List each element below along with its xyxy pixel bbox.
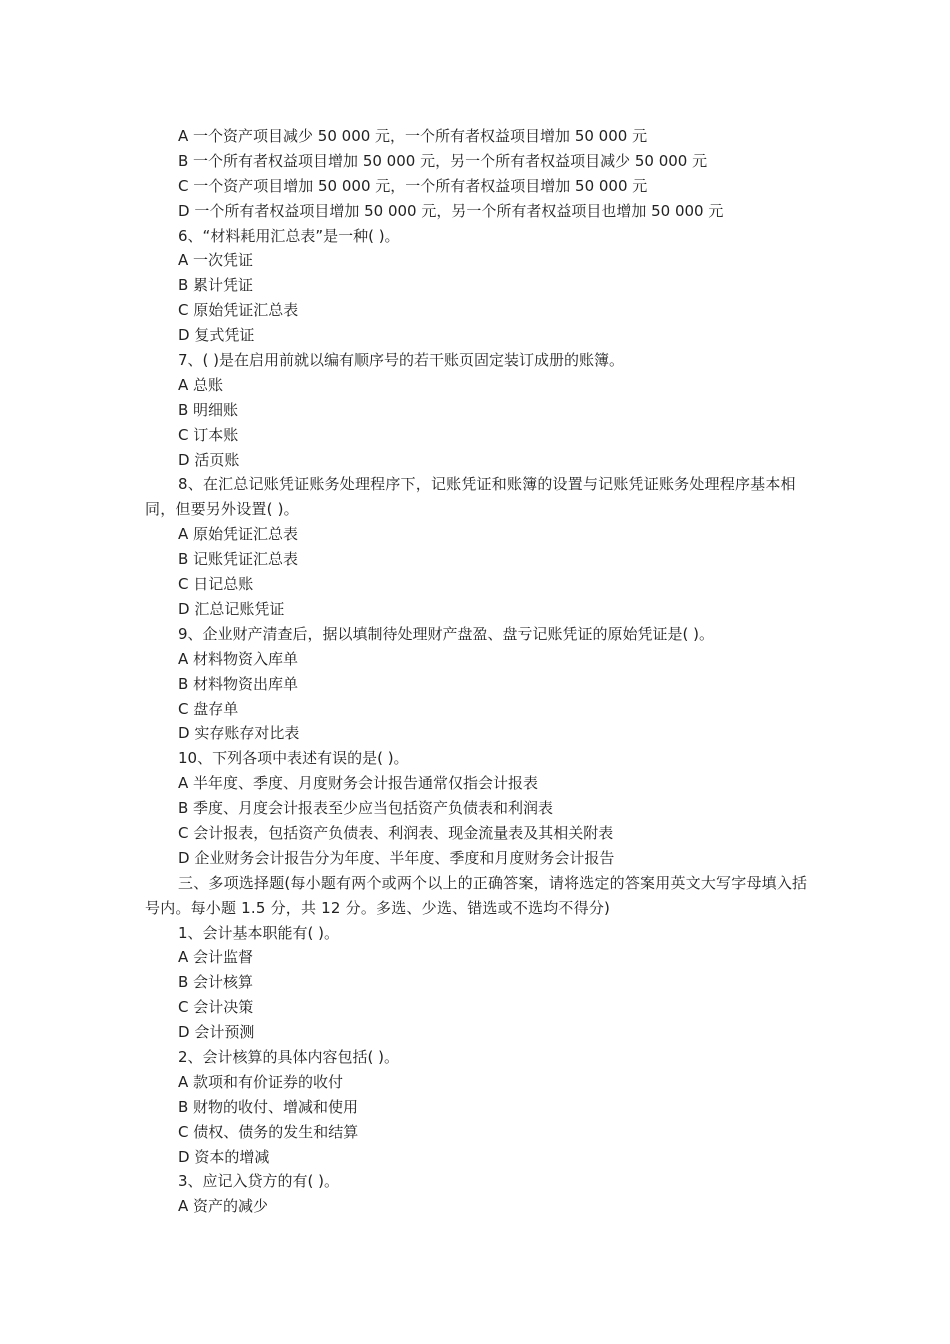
question-8: 8、在汇总记账凭证账务处理程序下，记账凭证和账簿的设置与记账凭证账务处理程序基本相同，但要另外设置( )。 (145, 475, 796, 519)
question-2: 2、会计核算的具体内容包括( )。 (178, 1048, 400, 1067)
text-line: B 明细账 (178, 400, 239, 419)
text-line: A 一次凭证 (178, 251, 254, 270)
text-line: B 季度、月度会计报表至少应当包括资产负债表和利润表 (178, 799, 554, 818)
text-line: C 债权、债务的发生和结算 (178, 1122, 359, 1141)
question-10: 10、下列各项中表述有误的是( )。 (178, 749, 409, 768)
document-body (145, 124, 810, 1219)
text-line: B 财物的收付、增减和使用 (178, 1097, 359, 1116)
text-line: A 材料物资入库单 (178, 649, 299, 668)
text-line: C 会计决策 (178, 998, 254, 1017)
text-line: B 累计凭证 (178, 276, 254, 295)
text-line: C 会计报表，包括资产负债表、利润表、现金流量表及其相关附表 (178, 823, 614, 842)
text-line: C 日记总账 (178, 575, 254, 594)
text-line: D 活页账 (178, 450, 240, 469)
text-line: A 总账 (178, 375, 224, 394)
question-3: 3、应记入贷方的有( )。 (178, 1172, 340, 1191)
text-line: D 会计预测 (178, 1023, 255, 1042)
text-line: D 实存账存对比表 (178, 724, 300, 743)
text-line: D 汇总记账凭证 (178, 599, 285, 618)
text-line: B 材料物资出库单 (178, 674, 299, 693)
question-7: 7、( )是在启用前就以编有顺序号的若干账页固定装订成册的账簿。 (178, 351, 625, 370)
text-line: B 会计核算 (178, 973, 254, 992)
question-9: 9、企业财产清查后，据以填制待处理财产盘盈、盘亏记账凭证的原始凭证是( )。 (178, 624, 715, 643)
section-heading: 三、多项选择题(每小题有两个或两个以上的正确答案，请将选定的答案用英文大写字母填入括号内。每小题 1.5 分，共 12 分。多选、少选、错选或不选均不得分) (145, 873, 808, 917)
text-line: C 原始凭证汇总表 (178, 301, 299, 320)
text-line: A 一个资产项目减少 50 000 元，一个所有者权益项目增加 50 000 元 (178, 127, 648, 145)
text-line: A 原始凭证汇总表 (178, 525, 299, 544)
text-line: C 盘存单 (178, 699, 239, 718)
text-line: C 一个资产项目增加 50 000 元，一个所有者权益项目增加 50 000 元 (178, 176, 648, 195)
text-line: C 订本账 (178, 425, 239, 444)
text-line: B 记账凭证汇总表 (178, 550, 299, 569)
text-line: A 资产的减少 (178, 1197, 269, 1216)
text-line: A 半年度、季度、月度财务会计报告通常仅指会计报表 (178, 774, 539, 793)
question-6: 6、“材料耗用汇总表”是一种( )。 (178, 226, 400, 245)
text-line: B 一个所有者权益项目增加 50 000 元，另一个所有者权益项目减少 50 000 元 (178, 151, 708, 170)
text-line: D 企业财务会计报告分为年度、半年度、季度和月度财务会计报告 (178, 848, 615, 867)
text-line: D 复式凭证 (178, 326, 255, 345)
question-1: 1、会计基本职能有( )。 (178, 923, 340, 942)
text-line: D 资本的增减 (178, 1147, 270, 1166)
text-line: A 款项和有价证券的收付 (178, 1072, 344, 1091)
text-line: A 会计监督 (178, 948, 254, 967)
text-line: D 一个所有者权益项目增加 50 000 元，另一个所有者权益项目也增加 50 000 元 (178, 201, 724, 220)
